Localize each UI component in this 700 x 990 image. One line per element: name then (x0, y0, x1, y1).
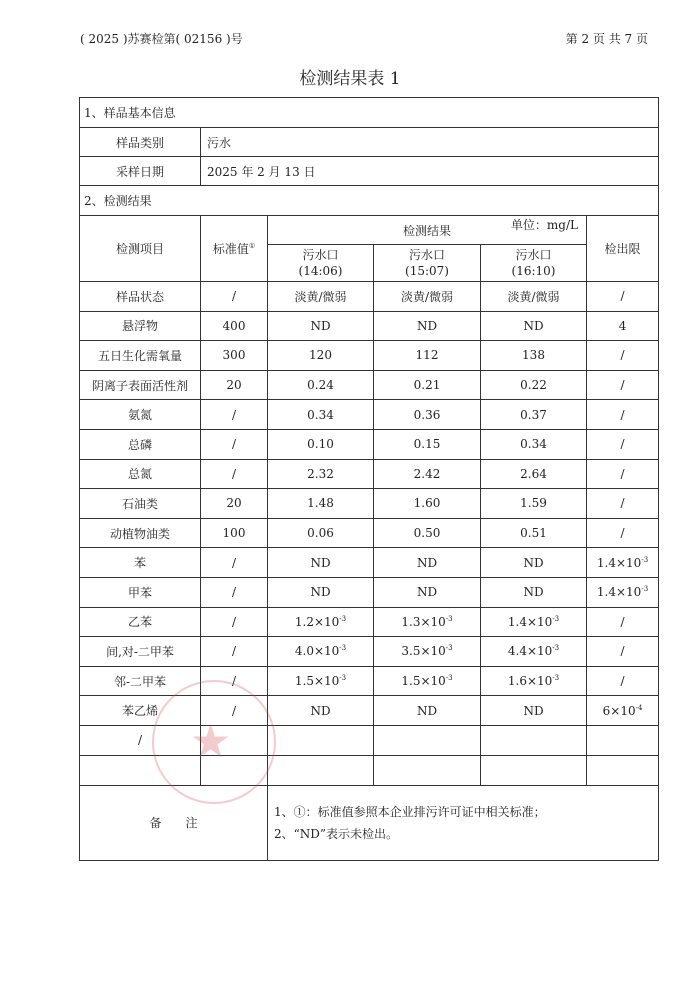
cell-result-1-exponent: -3 (339, 644, 347, 653)
cell-item-text: 间,对-二甲苯 (106, 644, 174, 659)
point-3-name: 污水口 (515, 248, 552, 262)
cell-item (80, 370, 201, 400)
cell-limit-text: 1.4×10 (596, 585, 642, 600)
cell-limit-text: / (620, 466, 625, 481)
cell-standard-text: / (231, 614, 237, 629)
cell-result-3-exponent: -3 (552, 614, 560, 623)
cell-item (80, 489, 201, 519)
cell-limit-text: 1.4×10 (596, 555, 642, 570)
cell-item-text: 苯 (133, 556, 146, 571)
cell-standard-text: 100 (222, 526, 246, 541)
cell-result-2 (374, 696, 481, 726)
note-line-1: 1、①：标准值参照本企业排污许可证中相关标准； (274, 804, 546, 819)
cell-result-1-text: 1.5×10 (294, 674, 340, 689)
header-point-3 (481, 245, 587, 282)
cell-item-text: 悬浮物 (121, 319, 158, 334)
table-row (80, 518, 659, 548)
cell-standard-text: / (231, 703, 237, 718)
cell-limit-text: / (620, 526, 625, 541)
cell-standard-text: 20 (226, 378, 242, 393)
table-row (80, 548, 659, 578)
cell-result-3 (481, 341, 587, 371)
section1-heading: 1、样品基本信息 (80, 98, 659, 128)
cell-result-2 (374, 282, 481, 312)
cell-result-3 (481, 548, 587, 578)
cell-result-3-text: ND (523, 585, 544, 600)
cell-item-text: 甲苯 (127, 585, 152, 600)
cell-limit-text: / (620, 437, 625, 452)
cell-result-2-text: 0.21 (413, 378, 441, 393)
cell-result-1-exponent: -3 (339, 614, 347, 623)
cell-limit (587, 370, 659, 400)
cell-result-2-exponent: -3 (445, 614, 453, 623)
table-row (80, 459, 659, 489)
table-row (80, 311, 659, 341)
cell-result-3-text: 0.37 (520, 407, 547, 422)
seal-star-icon: ★ (190, 714, 232, 768)
sampling-date-value: 2025 年 2 月 13 日 (201, 157, 659, 186)
cell-result-2-text: 淡黄/微弱 (400, 289, 454, 304)
cell-limit (587, 755, 659, 785)
note-line-2: 2、“ND”表示未检出。 (274, 826, 399, 841)
cell-result-1 (268, 429, 374, 459)
header-results-label: 检测结果 (402, 223, 451, 238)
cell-result-2 (374, 548, 481, 578)
cell-result-2 (374, 489, 481, 519)
cell-item-text: 邻-二甲苯 (113, 674, 167, 689)
cell-result-2-text: 1.5×10 (401, 674, 446, 689)
cell-result-1 (268, 607, 374, 637)
cell-result-3-text: 淡黄/微弱 (507, 289, 560, 304)
cell-result-2 (374, 341, 481, 371)
cell-limit-text: / (620, 674, 625, 689)
cell-result-1 (268, 548, 374, 578)
cell-result-3-text: 0.22 (520, 378, 547, 393)
cell-result-1 (268, 341, 374, 371)
official-seal (152, 680, 276, 804)
cell-standard (201, 489, 268, 519)
cell-result-1 (268, 725, 374, 755)
cell-standard-text: / (231, 644, 237, 659)
notes-content (268, 785, 659, 860)
cell-result-3 (481, 429, 587, 459)
cell-result-3-text: ND (523, 318, 544, 333)
cell-result-2 (374, 429, 481, 459)
cell-limit (587, 548, 659, 578)
cell-item-text: 氨氮 (127, 408, 152, 423)
cell-standard-text: / (231, 585, 237, 600)
cell-result-1 (268, 518, 374, 548)
cell-limit (587, 607, 659, 637)
cell-limit-text: / (620, 378, 625, 393)
cell-standard-text: / (231, 466, 237, 481)
point-3-time: (16:10) (511, 264, 556, 278)
cell-result-1 (268, 370, 374, 400)
cell-item-text: 样品状态 (115, 289, 164, 304)
table-row (80, 577, 659, 607)
cell-item-text: 阴离子表面活性剂 (91, 378, 188, 393)
cell-standard (201, 282, 268, 312)
cell-standard-text: 300 (222, 348, 246, 363)
header-standard-mark: ① (248, 242, 256, 250)
table-row (80, 429, 659, 459)
cell-result-2-text: 2.42 (413, 466, 441, 481)
table-row (80, 370, 659, 400)
cell-limit (587, 696, 659, 726)
cell-result-3 (481, 637, 587, 667)
cell-result-3-text: 4.4×10 (507, 644, 553, 659)
cell-result-2 (374, 370, 481, 400)
cell-result-3 (481, 518, 587, 548)
cell-item (80, 637, 201, 667)
cell-limit (587, 341, 659, 371)
cell-standard-text: 20 (226, 496, 242, 511)
header-standard (201, 216, 268, 282)
cell-item-text: 总氮 (127, 467, 152, 482)
cell-limit (587, 311, 659, 341)
cell-result-2-text: 0.36 (413, 407, 441, 422)
point-1-name: 污水口 (302, 248, 339, 262)
cell-result-1 (268, 459, 374, 489)
cell-result-1-text: 2.32 (307, 466, 334, 481)
cell-result-2 (374, 459, 481, 489)
cell-limit (587, 429, 659, 459)
cell-standard (201, 429, 268, 459)
cell-result-2-text: 0.15 (413, 437, 441, 452)
cell-result-2-text: 1.3×10 (401, 614, 446, 629)
cell-result-2 (374, 577, 481, 607)
cell-limit (587, 459, 659, 489)
cell-result-3 (481, 282, 587, 312)
cell-result-2 (374, 725, 481, 755)
cell-item (80, 311, 201, 341)
header-item: 检测项目 (80, 216, 201, 282)
cell-result-3-text: 0.51 (520, 526, 547, 541)
cell-item-text: 五日生化需氧量 (97, 348, 182, 363)
cell-result-3-text: 138 (522, 348, 545, 363)
cell-standard (201, 607, 268, 637)
point-1-time: (14:06) (298, 264, 343, 278)
cell-standard-text: / (231, 437, 237, 452)
cell-result-2 (374, 637, 481, 667)
cell-item-text: 石油类 (121, 496, 158, 511)
cell-standard-text: / (231, 555, 237, 570)
table-row (80, 489, 659, 519)
cell-result-1-text: ND (310, 703, 331, 718)
table-row (80, 282, 659, 312)
cell-item (80, 518, 201, 548)
cell-standard-text: / (231, 407, 237, 422)
cell-standard-text: / (231, 674, 237, 689)
cell-result-2-text: ND (416, 555, 438, 570)
cell-result-1 (268, 637, 374, 667)
cell-item (80, 459, 201, 489)
cell-result-3 (481, 666, 587, 696)
cell-result-2-exponent: -3 (445, 644, 453, 653)
cell-result-1 (268, 696, 374, 726)
cell-standard (201, 341, 268, 371)
cell-result-2-text: ND (416, 703, 438, 718)
cell-result-2 (374, 755, 481, 785)
cell-result-2 (374, 400, 481, 430)
cell-result-1-text: ND (310, 555, 331, 570)
header-limit: 检出限 (587, 216, 659, 282)
cell-item-text: 乙苯 (127, 615, 152, 630)
cell-result-3-text: 1.6×10 (507, 674, 553, 689)
cell-result-2-text: 0.50 (413, 526, 441, 541)
cell-item (80, 548, 201, 578)
point-2-name: 污水口 (408, 248, 445, 262)
cell-result-3 (481, 696, 587, 726)
table-row (80, 341, 659, 371)
notes-label: 备 注 (80, 785, 268, 860)
table-row (80, 607, 659, 637)
cell-limit-text: / (620, 289, 625, 304)
cell-standard (201, 459, 268, 489)
page-title: 检测结果表 1 (299, 69, 401, 89)
cell-result-3 (481, 489, 587, 519)
cell-limit-text: 6×10 (602, 703, 636, 718)
cell-result-2-text: 3.5×10 (401, 644, 446, 659)
cell-item-text: / (137, 733, 143, 748)
cell-limit (587, 518, 659, 548)
cell-result-3-exponent: -3 (552, 674, 560, 683)
cell-limit-text: / (620, 407, 625, 422)
cell-result-3-text: 0.34 (520, 437, 547, 452)
cell-standard (201, 637, 268, 667)
cell-standard (201, 518, 268, 548)
cell-item (80, 577, 201, 607)
cell-result-2 (374, 666, 481, 696)
cell-result-1 (268, 400, 374, 430)
cell-result-1 (268, 311, 374, 341)
cell-limit-text: / (620, 496, 625, 511)
header-results (268, 216, 587, 245)
cell-result-2 (374, 311, 481, 341)
cell-limit (587, 725, 659, 755)
cell-limit-text: / (620, 644, 625, 659)
sample-type-value: 污水 (201, 128, 659, 157)
cell-standard (201, 370, 268, 400)
point-2-time: (15:07) (405, 264, 449, 278)
sampling-date-label: 采样日期 (80, 157, 201, 186)
header-standard-label: 标准值 (212, 242, 249, 256)
cell-result-2-text: 112 (415, 348, 439, 363)
cell-result-1-text: 0.10 (307, 437, 334, 452)
cell-limit-text: / (620, 614, 625, 629)
cell-item-text: 总磷 (127, 437, 152, 452)
header-point-2 (374, 245, 481, 282)
header-unit: 单位：mg/L (510, 218, 578, 232)
cell-item (80, 341, 201, 371)
cell-limit-exponent: -3 (641, 555, 649, 564)
table-row (80, 637, 659, 667)
cell-limit-exponent: -3 (641, 585, 649, 594)
cell-result-3 (481, 607, 587, 637)
page-indicator: 第 2 页 共 7 页 (565, 32, 648, 46)
cell-result-2-text: ND (416, 585, 438, 600)
cell-result-3-text: 1.4×10 (507, 614, 553, 629)
report-number: ( 2025 )苏赛检第( 02156 )号 (80, 32, 243, 46)
cell-result-1 (268, 666, 374, 696)
cell-result-1-text: 1.48 (307, 496, 334, 511)
cell-limit-exponent: -4 (635, 703, 643, 712)
cell-standard (201, 311, 268, 341)
cell-item (80, 282, 201, 312)
cell-result-3 (481, 400, 587, 430)
cell-result-1 (268, 489, 374, 519)
cell-result-2-text: 1.60 (413, 496, 441, 511)
cell-limit (587, 637, 659, 667)
cell-result-1-text: ND (310, 585, 331, 600)
cell-result-1-exponent: -3 (339, 674, 347, 683)
cell-item (80, 400, 201, 430)
cell-result-1-text: 0.06 (307, 526, 334, 541)
cell-limit (587, 282, 659, 312)
cell-result-3-text: 2.64 (520, 466, 547, 481)
table-row (80, 666, 659, 696)
cell-result-1-text: 淡黄/微弱 (294, 289, 347, 304)
cell-result-1-text: 0.34 (307, 407, 334, 422)
cell-standard (201, 577, 268, 607)
cell-result-2 (374, 607, 481, 637)
cell-limit (587, 489, 659, 519)
cell-standard (201, 400, 268, 430)
cell-result-3 (481, 725, 587, 755)
cell-result-3 (481, 577, 587, 607)
cell-result-3 (481, 459, 587, 489)
cell-limit (587, 400, 659, 430)
cell-result-1 (268, 577, 374, 607)
cell-result-1-text: 120 (309, 348, 332, 363)
cell-result-2-text: ND (416, 318, 438, 333)
cell-result-2-exponent: -3 (445, 674, 453, 683)
cell-item-text: 动植物油类 (109, 526, 170, 541)
cell-result-1-text: 0.24 (307, 378, 334, 393)
section2-heading: 2、检测结果 (80, 186, 659, 216)
cell-result-3-text: 1.59 (520, 496, 547, 511)
cell-limit (587, 577, 659, 607)
cell-limit-text: / (620, 348, 625, 363)
sample-type-label: 样品类别 (80, 128, 201, 157)
table-row (80, 400, 659, 430)
cell-result-3 (481, 755, 587, 785)
cell-result-1-text: ND (310, 318, 331, 333)
cell-result-3 (481, 311, 587, 341)
cell-item (80, 607, 201, 637)
cell-standard (201, 548, 268, 578)
cell-result-2 (374, 518, 481, 548)
cell-result-1-text: 1.2×10 (294, 614, 340, 629)
cell-limit-text: 4 (618, 318, 627, 333)
cell-result-3-exponent: -3 (552, 644, 560, 653)
cell-result-1 (268, 282, 374, 312)
cell-result-1 (268, 755, 374, 785)
cell-standard-text: / (231, 289, 237, 304)
cell-result-3-text: ND (523, 703, 544, 718)
cell-standard-text: 400 (222, 318, 246, 333)
header-point-1 (268, 245, 374, 282)
cell-limit (587, 666, 659, 696)
cell-item (80, 429, 201, 459)
cell-result-3-text: ND (523, 555, 544, 570)
cell-result-1-text: 4.0×10 (294, 644, 340, 659)
cell-item-text: 苯乙烯 (121, 704, 158, 719)
cell-result-3 (481, 370, 587, 400)
